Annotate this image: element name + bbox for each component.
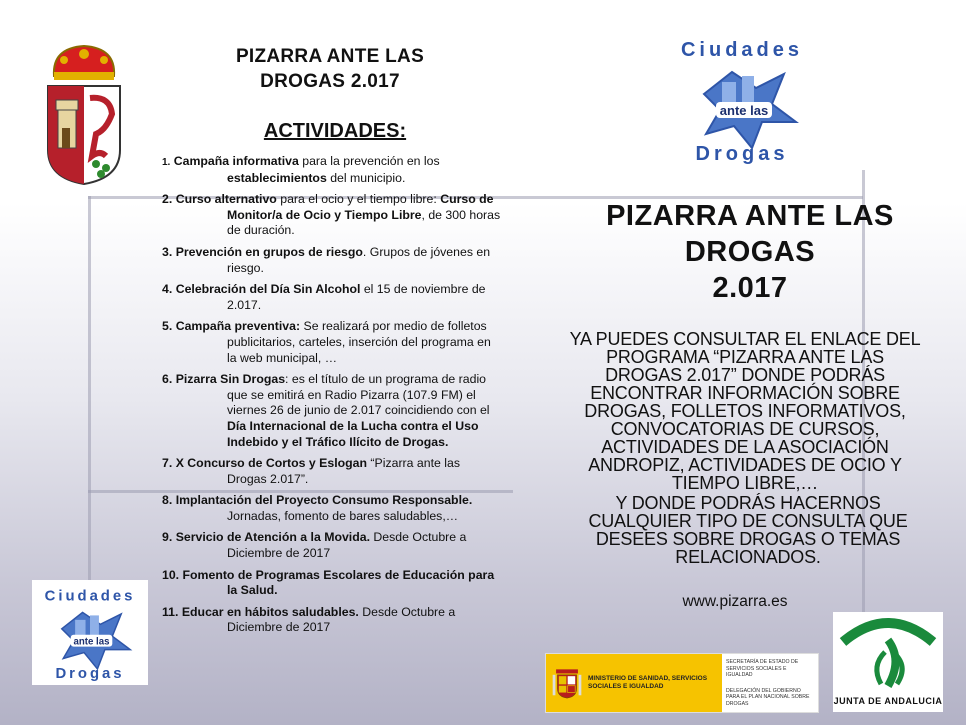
activity-text: Desde Octubre a Diciembre de 2017 <box>227 604 456 635</box>
activity-bold-text: Fomento de Programas Escolares de Educación para la Salud. <box>182 567 495 598</box>
activity-bold-text-2: Día Internacional de la Lucha contra el Uso Indebido y el Tráfico Ilícito de Drogas. <box>227 418 479 449</box>
activity-item <box>162 319 502 366</box>
activity-item <box>162 456 502 487</box>
ciudades-logo-icon <box>664 30 820 168</box>
activity-bold-text: Implantación del Proyecto Consumo Responsable. <box>175 493 473 508</box>
activity-number: 5. <box>162 319 173 334</box>
activity-number: 10. <box>162 567 180 582</box>
activity-item <box>162 530 502 561</box>
activity-number: 7. <box>162 456 173 471</box>
ante-las-text-small: ante las <box>73 636 110 648</box>
right-title-line2: DROGAS <box>684 236 816 268</box>
activity-text: para la prevención en los <box>298 154 440 168</box>
right-title-line1: PIZARRA ANTE LAS <box>606 200 894 232</box>
junta-text: JUNTA DE ANDALUCIA <box>833 696 943 706</box>
activity-number: 1. <box>162 157 171 168</box>
activity-item <box>162 192 502 239</box>
drogas-text-small: Drogas <box>55 665 125 682</box>
activity-bold-text: Educar en hábitos saludables. <box>181 604 359 619</box>
ciudades-logo-icon-small <box>32 580 148 685</box>
activity-item <box>162 605 502 636</box>
info-paragraph-line: DROGAS, FOLLETOS INFORMATIVOS, <box>584 401 906 421</box>
activity-bold-text-2: Curso de Monitor/a de Ocio y Tiempo Libre <box>227 192 494 222</box>
activity-item <box>162 245 502 276</box>
activity-text-2: , de 300 horas de duración. <box>227 207 501 238</box>
activity-item <box>162 493 502 524</box>
contact-paragraph <box>568 494 928 566</box>
ministry-delegacion: DELEGACIÓN DEL GOBIERNO PARA EL PLAN NACIONAL SOBRE DROGAS <box>726 687 810 707</box>
info-paragraph-line: TIEMPO LIBRE,… <box>671 473 819 493</box>
activity-item <box>162 282 502 313</box>
activity-text: Desde Octubre a Diciembre de 2017 <box>227 530 467 561</box>
info-paragraph-line: ENCONTRAR INFORMACIÓN SOBRE <box>590 383 900 403</box>
ministry-name: MINISTERIO DE SANIDAD, SERVICIOS SOCIALES E IGUALDAD <box>588 675 708 690</box>
contact-paragraph-line: CUALQUIER TIPO DE CONSULTA QUE <box>588 511 908 531</box>
website-link[interactable]: www.pizarra.es <box>682 593 788 610</box>
coat-of-arms-icon <box>40 38 128 188</box>
drogas-text: Drogas <box>695 143 789 165</box>
activity-bold-text: Servicio de Atención a la Movida. <box>175 530 370 545</box>
ministry-logo-left <box>546 654 722 712</box>
left-title <box>195 44 465 94</box>
activity-number: 3. <box>162 244 173 259</box>
ciudades-ante-las-drogas-logo-small <box>32 580 148 685</box>
activity-text: . Grupos de jóvenes en riesgo. <box>227 244 491 275</box>
activity-bold-text: Curso alternativo <box>175 192 277 207</box>
junta-de-andalucia-logo <box>833 612 943 712</box>
contact-paragraph-line: Y DONDE PODRÁS HACERNOS <box>615 493 881 513</box>
activity-number: 8. <box>162 493 173 508</box>
info-paragraph <box>545 330 945 492</box>
activity-item <box>162 372 502 450</box>
junta-emblem-icon <box>833 612 943 692</box>
ministry-logo <box>545 653 819 713</box>
ciudades-text: Ciudades <box>680 39 804 61</box>
activity-text-2: del municipio. <box>326 170 406 185</box>
activity-number: 11. <box>162 604 179 619</box>
activity-item <box>162 568 502 599</box>
activity-bold-text-2: establecimientos <box>227 170 327 185</box>
ante-las-text: ante las <box>719 103 769 118</box>
activity-text: Se realizará por medio de folletos publicitarios, carteles, inserción del programa en la web municipal, … <box>227 319 491 365</box>
spain-coat-of-arms-icon <box>552 659 582 707</box>
activities-heading: ACTIVIDADES: <box>263 120 407 142</box>
info-paragraph-line: ACTIVIDADES DE LA ASOCIACIÓN <box>601 437 889 457</box>
info-paragraph-line: PROGRAMA “PIZARRA ANTE LAS <box>606 347 884 367</box>
left-title-line1: PIZARRA ANTE LAS <box>235 46 425 67</box>
activities-list <box>162 154 502 642</box>
ministry-secretaria: SECRETARÍA DE ESTADO DE SERVICIOS SOCIALES E IGUALDAD <box>726 659 799 678</box>
activity-text: para el ocio y el tiempo libre: <box>276 192 441 207</box>
contact-paragraph-line: RELACIONADOS. <box>675 547 821 567</box>
activity-number: 4. <box>162 282 173 297</box>
activity-bold-text: Campaña informativa <box>173 154 299 168</box>
activity-bold-text: Pizarra Sin Drogas <box>175 372 286 387</box>
info-paragraph-line: DROGAS 2.017” DONDE PODRÁS <box>605 365 885 385</box>
right-title <box>560 198 940 306</box>
activity-text: el 15 de noviembre de 2.017. <box>227 282 486 312</box>
ciudades-ante-las-drogas-logo <box>664 30 820 168</box>
activity-text: Jornadas, fomento de bares saludables,… <box>227 508 459 523</box>
ministry-logo-right <box>722 654 818 712</box>
activity-bold-text: Campaña preventiva: <box>175 319 301 334</box>
right-title-line3: 2.017 <box>712 272 788 304</box>
activity-bold-text: Prevención en grupos de riesgo <box>175 244 363 259</box>
activity-bold-text: Celebración del Día Sin Alcohol <box>175 282 361 297</box>
activity-bold-text: X Concurso de Cortos y Eslogan <box>175 456 368 471</box>
activity-number: 6. <box>162 372 173 387</box>
activity-text: “Pizarra ante las Drogas 2.017”. <box>227 456 460 486</box>
left-title-line2: DROGAS 2.017 <box>260 71 400 92</box>
ciudades-text-small: Ciudades <box>44 588 136 605</box>
contact-paragraph-line: DESEES SOBRE DROGAS O TEMAS <box>595 529 901 549</box>
activity-number: 2. <box>162 192 173 207</box>
municipal-coat-of-arms <box>40 38 128 188</box>
activity-number: 9. <box>162 530 173 545</box>
info-paragraph-line: CONVOCATORIAS DE CURSOS, <box>610 419 880 439</box>
info-paragraph-line: ANDROPIZ, ACTIVIDADES DE OCIO Y <box>588 455 902 475</box>
activity-text: : es el título de un programa de radio que se emitirá en Radio Pizarra (107.9 FM) el viernes 26 de junio de 2.017 coincidiendo con el <box>227 372 490 418</box>
activity-item <box>162 154 502 186</box>
info-paragraph-line: YA PUEDES CONSULTAR EL ENLACE DEL <box>569 329 921 349</box>
